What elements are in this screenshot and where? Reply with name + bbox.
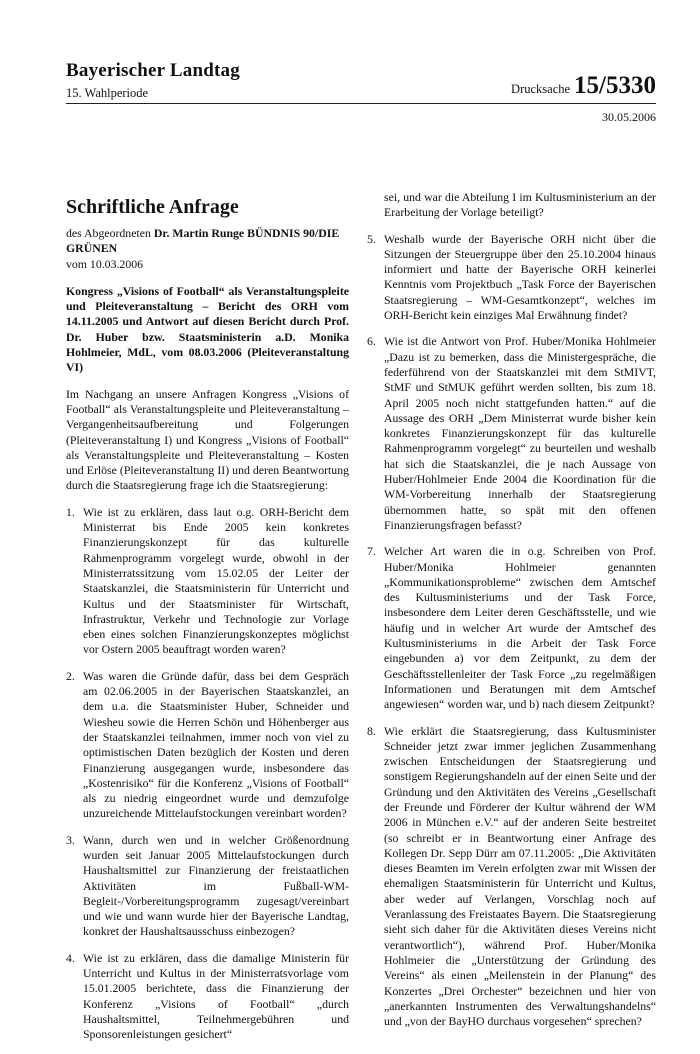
question-item <box>66 951 349 1043</box>
question-number: 2. <box>66 668 75 683</box>
parliament-name: Bayerischer Landtag <box>66 60 240 81</box>
question-text: Welcher Art waren die in o.g. Schreiben von Prof. Huber/Monika Hohlmeier genannten „Kommunikationsprobleme“ zwischen dem Amtschef des Kultusministeriums und der Task Force, insbesondere dem Leiter deren Geschäftsstelle, und wie häufig und in welcher Art wurde der Amtschef des Kultusministeriums in die Arbeit der Task Force eingebunden a) vor dem Zeitpunkt, zu dem der Geschäftsstellenleiter der Task Force „zu regelmäßigen Informationen und Beratungen mit dem Amtschef angewiesen“ worden war, und b) nach diesem Zeitpunkt? <box>384 544 656 712</box>
question-item <box>367 334 656 533</box>
question-number: 7. <box>367 544 376 559</box>
question-text: sei, und war die Abteilung I im Kultusministerium an der Erarbeitung der Vorlage beteiligt? <box>384 190 656 220</box>
subject-heading: Kongress „Visions of Football“ als Veranstaltungspleite und Pleiteveranstaltung – Bericht des ORH vom 14.11.2005 und Antwort auf diesen Bericht durch Prof. Dr. Huber bzw. Staatsministerin a.D. Monika Hohlmeier, MdL, vom 08.03.2006 (Pleiteveranstaltung VI) <box>66 283 349 375</box>
header-divider <box>66 103 656 104</box>
author-prefix: des Abgeordneten <box>66 226 151 240</box>
inquiry-date: vom 10.03.2006 <box>66 256 144 271</box>
question-number: 3. <box>66 832 75 847</box>
author-line <box>66 226 349 257</box>
question-text: Was waren die Gründe dafür, dass bei dem Gespräch am 02.06.2005 in der Bayerischen Staatskanzlei, an dem u.a. die Staatsminister Huber, Schneider und Wiesheu sowie die Herren Schön und Höhenberger aus der Staatskanzlei teilnahmen, immer noch von viel zu optimistischen Daten bezüglich der Kosten und deren Finanzierung ausgegangen wurde, insbesondere das „Kostenrisiko“ für die Konferenz „Visions of Football“ als zu niedrig eingeordnet wurde und demzufolge unzureichende Mittelaufstockungen vereinbart worden? <box>83 668 349 821</box>
question-item <box>66 669 349 822</box>
legislative-period: 15. Wahlperiode <box>66 86 149 100</box>
question-number: 5. <box>367 231 376 246</box>
question-text: Wann, durch wen und in welcher Größenordnung wurden seit Januar 2005 Mittelaufstockungen durch Haushaltsmittel zur Finanzierung der freistaatlichen Aktivitäten im Fußball-WM-Begleit-/Vorbereitungsprogramm zugesagt/vereinbart und wie und wann wurde hier der Bayerische Landtag, konkret der Haushaltsausschuss einbezogen? <box>83 832 349 939</box>
question-text: Wie ist die Antwort von Prof. Huber/Monika Hohlmeier „Dazu ist zu bemerken, dass die Ministergespräche, die federführend von der Staatskanzlei mit dem StMIVT, StMF und StMUK geführt werden sollten, bis zum 18. April 2005 noch nicht stattgefunden hatten.“ auf die Aussage des ORH „Dem Ministerrat wurde bisher kein konkretes Finanzierungskonzept für das kulturelle Rahmenprogramm vorgelegt“ zu beurteilen und weshalb hat sich die Staatskanzlei, die je nach Aussage von Huber/Hohlmeier Ende 2004 die Koordination für die WM-Vorbereitung innerhalb der Staatsregierung übernommen hatte, so spät mit den offenen Finanzierungsfragen befasst? <box>384 334 656 532</box>
publication-date: 30.05.2006 <box>602 110 656 124</box>
question-number: 8. <box>367 723 376 738</box>
right-column <box>367 190 656 1040</box>
drucksache-number: 15/5330 <box>574 72 656 99</box>
question-text: Wie erklärt die Staatsregierung, dass Kultusminister Schneider jetzt zwar immer jeglichen Zusammenhang zwischen Entscheidungen der Staatsregierung und sonstigem Regierungshandeln auf der einen Seite und der Gründung und den Aktivitäten des Vereins „Gesellschaft der Freunde und Förderer der Kultur während der WM 2006 in München e.V.“ auf der anderen Seite bestreitet (so schreibt er in Beantwortung einer Anfrage des Kollegen Dr. Sepp Dürr am 07.11.2005: „Die Aktivitäten dieses Beamten im Verein erfolgten zwar mit Wissen der ehemaligen Staatsministerin für Unterricht und Kultus, aber weder auf Verlangen, Vorschlag noch auf Veranlassung des Freistaates Bayern. Die Staatsregierung sieht sich daher für die Aktivitäten dieses Vereins nicht verantwortlich“), während Prof. Huber/Monika Hohlmeier die „Unterstützung der Gründung des Vereins“ als einen „Meilenstein in der Planung“ des Konzertes „Drei Orchester“ bezeichnen und hier von „anerkannten Instrumenten des Verwaltungshandelns“ und „von der BayHO durchaus vorgesehen“ sprechen? <box>384 723 656 1029</box>
question-text: Weshalb wurde der Bayerische ORH nicht über die Sitzungen der Steuergruppe über den 25.10.2004 hinaus informiert und hatte der Bayerische ORH keinerlei Kenntnis vom Projektbuch „Task Force der Bayerischen Staatsregierung – WM-Gesamtkonzept“, welches im ORH-Bericht kein einziges Mal Erwähnung findet? <box>384 231 656 323</box>
intro-paragraph: Im Nachgang an unsere Anfragen Kongress „Visions of Football“ als Veranstaltungspleite und Pleiteveranstaltung – Vergangenheitsaufbereitung und Folgerungen (Pleiteveranstaltung I) und Kongress „Visions of Football“ als Veranstaltungspleite und Pleiteveranstaltung – Kosten und Erlöse (Pleiteveranstaltung II) und deren Beantwortung durch die Staatsregierung frage ich die Staatsregierung: <box>66 386 349 493</box>
question-text: Wie ist zu erklären, dass laut o.g. ORH-Bericht dem Ministerrat bis Ende 2005 kein konkretes Finanzierungskonzept für das kulturelle Rahmenprogramm vorgelegt wurde, obwohl in der Ministerratssitzung vom 15.02.05 der Leiter der Staatskanzlei, die Staatsministerin für Unterricht und Kultus und der Staatsminister für Wirtschaft, Infrastruktur, Verkehr und Technologie zur Vorlage eben eines solchen Finanzierungskonzeptes möglichst vor Ostern 2005 beauftragt worden waren? <box>83 504 349 657</box>
question-continuation <box>384 190 656 221</box>
drucksache-reference <box>511 73 656 98</box>
question-item <box>367 724 656 1030</box>
question-number: 1. <box>66 504 75 519</box>
question-item <box>66 833 349 940</box>
author-name: Dr. Martin Runge BÜNDNIS 90/DIE GRÜNEN <box>66 226 340 256</box>
document-title: Schriftliche Anfrage <box>66 196 239 218</box>
question-item <box>66 505 349 658</box>
left-column <box>66 196 349 1054</box>
question-text: Wie ist zu erklären, dass die damalige Ministerin für Unterricht und Kultus in der Ministerratsvorlage vom 15.01.2005 berichtete, dass die Finanzierung der Konferenz „Visions of Football“ „durch Haushaltsmittel, Teilnehmergebühren und Sponsorenleistungen gesichert“ <box>83 950 349 1042</box>
question-number: 6. <box>367 334 376 349</box>
question-item <box>367 232 656 324</box>
question-number: 4. <box>66 950 75 965</box>
drucksache-label: Drucksache <box>511 82 571 96</box>
question-item <box>367 544 656 712</box>
